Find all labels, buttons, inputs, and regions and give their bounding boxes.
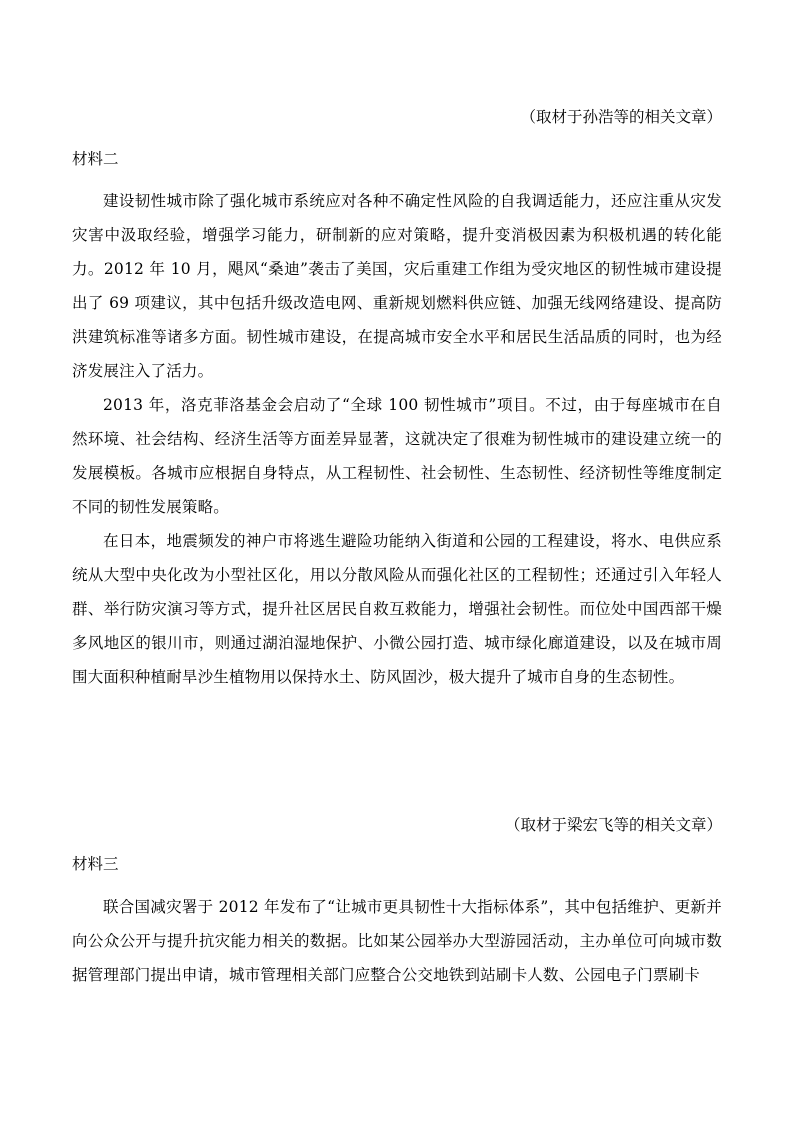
material-3-body xyxy=(72,890,722,992)
source-citation-1: （取材于孙浩等的相关文章） xyxy=(520,108,722,126)
material-2-body xyxy=(72,184,722,694)
material-3-paragraph-1: 联合国减灾署于 2012 年发布了“让城市更具韧性十大指标体系”，其中包括维护、更新并向公众公开与提升抗灾能力相关的数据。比如某公园举办大型游园活动，主办单位可向城市数据管理部门提出申请，城市管理相关部门应整合公交地铁到站刷卡人数、公园电子门票刷卡 xyxy=(72,898,722,984)
material-2-paragraph-3: 在日本，地震频发的神户市将逃生避险功能纳入街道和公园的工程建设，将水、电供应系统从大型中央化改为小型社区化，用以分散风险从而强化社区的工程韧性；还通过引入年轻人群、举行防灾演习等方式，提升社区居民自救互救能力，增强社会韧性。而位处中国西部干燥多风地区的银川市，则通过湖泊湿地保护、小微公园打造、城市绿化廊道建设，以及在城市周围大面积种植耐旱沙生植物用以保持水土、防风固沙，极大提升了城市自身的生态韧性。 xyxy=(72,532,722,686)
source-citation-2: （取材于梁宏飞等的相关文章） xyxy=(504,816,722,834)
material-2-paragraph-1: 建设韧性城市除了强化城市系统应对各种不确定性风险的自我调适能力，还应注重从灾发灾害中汲取经验，增强学习能力，研制新的应对策略，提升变消极因素为积极机遇的转化能力。2012 年 10 月，飓风“桑迪”袭击了美国，灾后重建工作组为受灾地区的韧性城市建设提出了 69 项建议，其中包括升级改造电网、重新规划燃料供应链、加强无线网络建设、提高防洪建筑标准等诸多方面。韧性城市建设，在提高城市安全水平和居民生活品质的同时，也为经济发展注入了活力。 xyxy=(72,192,722,380)
material-2-paragraph-2: 2013 年，洛克菲洛基金会启动了“全球 100 韧性城市”项目。不过，由于每座城市在自然环境、社会结构、经济生活等方面差异显著，这就决定了很难为韧性城市的建设建立统一的发展模板。各城市应根据自身特点，从工程韧性、社会韧性、生态韧性、经济韧性等维度制定不同的韧性发展策略。 xyxy=(72,396,722,516)
material-2-heading: 材料二 xyxy=(72,150,119,168)
material-3-heading: 材料三 xyxy=(72,855,119,873)
